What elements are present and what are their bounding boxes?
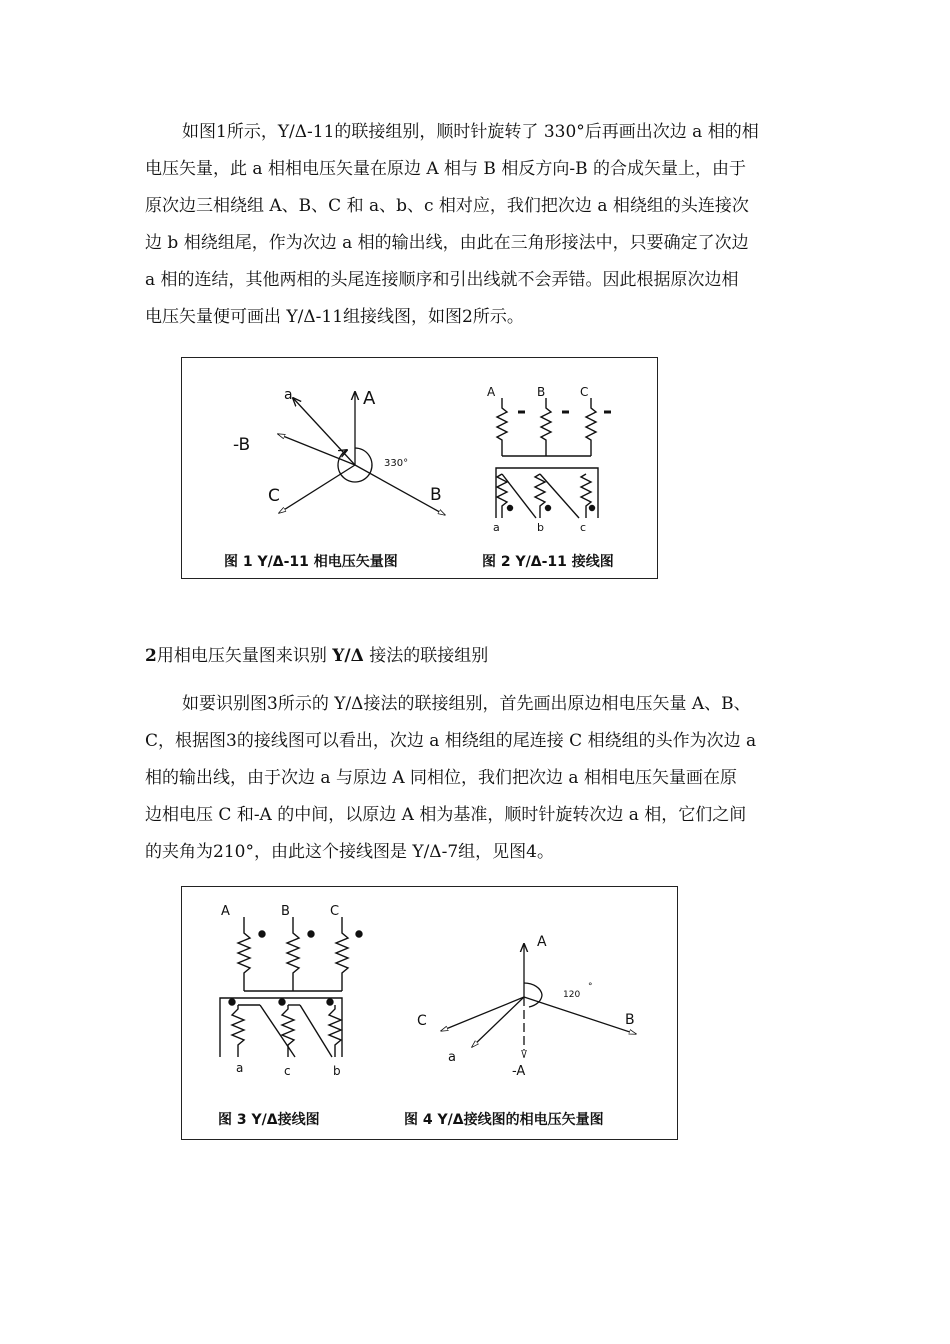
fig2-label-B: B	[537, 385, 546, 399]
paragraph-line: 边 b 相绕组尾，作为次边 a 相的输出线，由此在三角形接法中，只要确定了次边	[145, 233, 749, 253]
vector-C	[441, 997, 524, 1031]
vector-C	[279, 465, 355, 513]
fig4-label-minus-A: -A	[512, 1064, 526, 1079]
fig4-angle-label: 120	[563, 990, 581, 1000]
fig4-label-a: a	[448, 1050, 456, 1065]
fig3-label-B: B	[281, 904, 290, 919]
vector-minus-B	[278, 434, 355, 465]
fig3-primary-coil-C	[336, 917, 362, 991]
vector-a	[472, 997, 524, 1047]
fig2-label-c: c	[580, 521, 587, 534]
paragraph-line: C，根据图3的接线图可以看出，次边 a 相绕组的尾连接 C 相绕组的头作为次边 a	[145, 731, 757, 751]
fig1-caption: 图 1 Y/Δ-11 相电压矢量图	[224, 554, 398, 570]
fig1-label-C: C	[268, 486, 280, 506]
paragraph-line: 如图1所示，Y/Δ-11的联接组别，顺时针旋转了 330°后再画出次边 a 相的相	[182, 122, 759, 142]
section-title-bold: Y/Δ	[332, 646, 364, 666]
figure-3-4-drawing	[182, 887, 677, 1139]
paragraph-line: 相的输出线，由于次边 a 与原边 A 同相位，我们把次边 a 相相电压矢量画在原	[145, 768, 737, 788]
fig3-secondary-coil-b	[327, 999, 341, 1057]
fig3-label-A: A	[221, 904, 230, 919]
fig2-label-b: b	[537, 521, 544, 534]
fig2-label-a: a	[493, 521, 500, 534]
fig3-caption: 图 3 Y/Δ接线图	[218, 1112, 320, 1128]
fig3-label-b: b	[333, 1064, 341, 1078]
fig4-label-A: A	[537, 934, 547, 950]
fig2-secondary-coil-a	[497, 474, 536, 518]
paragraph-line: 边相电压 C 和-A 的中间，以原边 A 相为基准，顺时针旋转次边 a 相，它们之间	[145, 805, 747, 825]
paragraph-line: 如要识别图3所示的 Y/Δ接法的联接组别，首先画出原边相电压矢量 A、B、	[182, 694, 751, 714]
fig3-label-C: C	[330, 904, 340, 919]
fig1-phasor-diagram	[278, 392, 445, 515]
paragraph-line: 的夹角为210°，由此这个接线图是 Y/Δ-7组，见图4。	[145, 842, 554, 862]
fig2-primary-coil-B	[541, 398, 569, 456]
fig1-angle-label: 330°	[384, 458, 409, 469]
section-heading	[145, 642, 488, 670]
fig2-secondary-coil-c	[581, 474, 595, 518]
fig3-secondary-coil-c	[279, 999, 332, 1057]
paragraph-line: 电压矢量，此 a 相相电压矢量在原边 A 相与 B 相反方向-B 的合成矢量上，由于	[145, 159, 746, 179]
fig4-label-C: C	[417, 1013, 427, 1029]
fig4-label-B: B	[625, 1012, 635, 1028]
paragraph-line: 电压矢量便可画出 Y/Δ-11组接线图，如图2所示。	[145, 307, 524, 327]
fig2-caption: 图 2 Y/Δ-11 接线图	[482, 554, 614, 570]
paragraph-line: a 相的连结，其他两相的头尾连接顺序和引出线就不会弄错。因此根据原次边相	[145, 270, 739, 290]
fig2-primary-coil-C	[586, 398, 611, 456]
fig1-label-a: a	[284, 387, 293, 403]
fig3-primary-coil-A	[238, 917, 265, 991]
vector-a	[293, 398, 355, 465]
fig3-wiring-diagram	[220, 917, 362, 1057]
fig3-label-a: a	[236, 1061, 244, 1075]
angle-arc	[524, 983, 542, 1007]
vector-B	[524, 997, 636, 1034]
fig3-secondary-coil-a	[229, 999, 295, 1057]
section-number: 2	[145, 646, 157, 666]
fig4-phasor-diagram	[441, 944, 636, 1057]
fig2-label-C: C	[580, 385, 589, 399]
fig4-caption: 图 4 Y/Δ接线图的相电压矢量图	[404, 1112, 604, 1128]
fig4-angle-degree-mark: °	[588, 982, 593, 992]
figure-box-2	[181, 886, 678, 1140]
figure-1-2-drawing	[182, 358, 657, 578]
fig2-label-A: A	[487, 385, 496, 399]
fig1-label-minus-B: -B	[233, 435, 251, 455]
section-title-part1: 用相电压矢量图来识别	[156, 646, 333, 666]
figure-box-1	[181, 357, 658, 579]
fig2-primary-coil-A	[497, 398, 525, 456]
paragraph-line: 原次边三相绕组 A、B、C 和 a、b、c 相对应，我们把次边 a 相绕组的头连接次	[145, 196, 749, 216]
section-title-part2: 接法的联接组别	[363, 646, 489, 666]
fig3-label-c: c	[284, 1064, 291, 1078]
fig2-wiring-diagram	[496, 398, 611, 518]
fig1-label-B: B	[430, 485, 442, 505]
fig2-secondary-coil-b	[535, 474, 579, 518]
fig1-label-A: A	[363, 388, 376, 409]
paragraph-2	[145, 686, 810, 871]
fig3-primary-coil-B	[287, 917, 314, 991]
paragraph-1	[145, 114, 810, 336]
